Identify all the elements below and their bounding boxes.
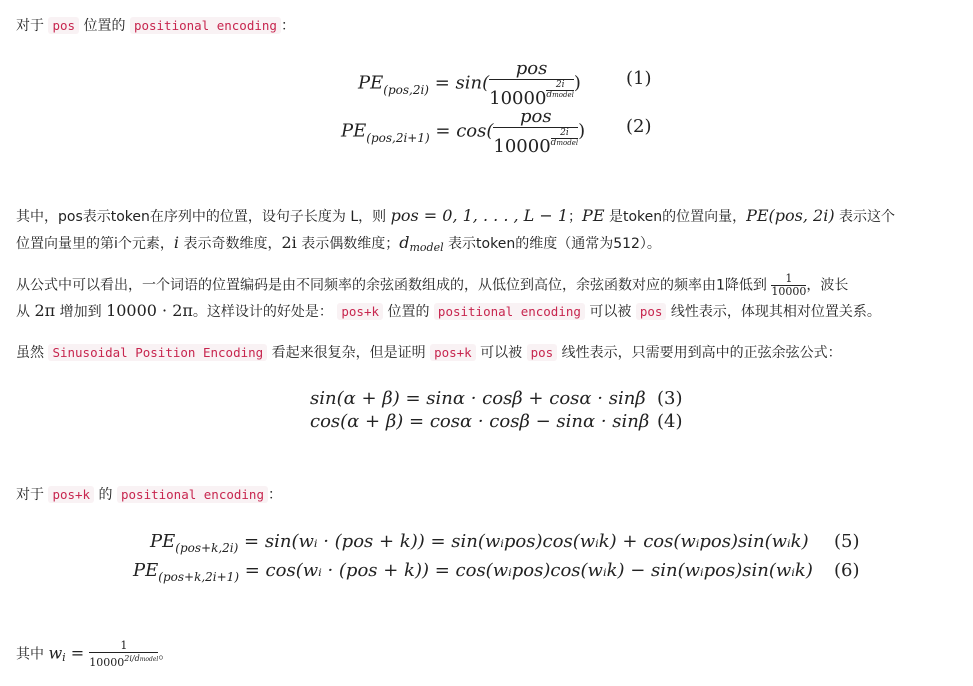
p1-math-pe: PE xyxy=(582,206,605,225)
p5-frac-num: 1 xyxy=(89,640,158,653)
code-positional-encoding-2: positional encoding xyxy=(434,303,585,320)
equation-number-1: (1) xyxy=(626,68,652,89)
paragraph-1-line-2 xyxy=(16,232,973,256)
p4-suffix: ： xyxy=(268,487,282,503)
eq1-exponent xyxy=(546,81,573,100)
p1-text-c: 是token的位置向量， xyxy=(604,209,747,225)
eq1-exp-num: 2i xyxy=(546,81,573,91)
p2-math-10000-2pi: 10000 · 2π xyxy=(106,301,193,320)
paragraph-2-line-1 xyxy=(16,273,973,298)
eq2-rhs: = cos( xyxy=(435,120,494,142)
paragraph-4 xyxy=(16,484,973,506)
p2-line2-e: 可以被 xyxy=(589,304,632,320)
p2-line2-b: 增加到 xyxy=(55,304,107,320)
eq1-numerator: pos xyxy=(489,58,574,80)
p1-math-pe-pos-2i: PE(pos, 2i) xyxy=(746,206,835,225)
equation-5 xyxy=(150,531,809,555)
code-pos-plus-k-3: pos+k xyxy=(48,486,94,503)
eq5-rhs: = sin(wᵢ · (pos + k)) = sin(wᵢpos)cos(wᵢk) + cos(wᵢpos)sin(wᵢk) xyxy=(244,531,809,552)
p2-line2-c: 。这样设计的好处是： xyxy=(192,304,333,320)
p4-mid: 的 xyxy=(98,487,113,503)
code-pos-2: pos xyxy=(636,303,667,320)
code-positional-encoding-3: positional encoding xyxy=(117,486,268,503)
equation-number-4: (4) xyxy=(657,411,683,432)
eq1-den-base: 10000 xyxy=(489,88,547,109)
p1-line2-c: 表示偶数维度； xyxy=(296,236,400,252)
eq1-lhs-sub: (pos,2i) xyxy=(383,82,429,97)
p1-text-a: 其中，pos表示token在序列中的位置，设句子长度为 L，则 xyxy=(16,209,391,225)
eq2-lhs: PE xyxy=(341,120,367,142)
equation-number-6: (6) xyxy=(834,560,860,581)
code-sinusoidal-position-encoding: Sinusoidal Position Encoding xyxy=(48,344,267,361)
eq2-denominator xyxy=(493,128,578,157)
p5-math-w: w xyxy=(48,643,63,663)
p2-text-a: 从公式中可以看出，一个词语的位置编码是由不同频率的余弦函数组成的，从低位到高位，余弦函数对应的频率由1降低到 xyxy=(16,277,767,294)
p1-line2-b: 表示奇数维度， xyxy=(179,236,282,252)
p3-text-c: 可以被 xyxy=(480,345,523,361)
eq5-lhs-sub: (pos+k,2i) xyxy=(175,541,239,555)
equation-2 xyxy=(341,106,585,157)
code-pos-3: pos xyxy=(527,344,558,361)
eq6-lhs-sub: (pos+k,2i+1) xyxy=(158,570,239,584)
p5-math-w-sub: i xyxy=(62,651,66,665)
p3-text-d: 线性表示，只需要用到高中的正弦余弦公式： xyxy=(561,345,842,361)
equation-3: sin(α + β) = sinα · cosβ + cosα · sinβ xyxy=(310,388,646,409)
eq5-lhs: PE xyxy=(150,531,176,552)
p1-text-b: ； xyxy=(568,209,583,225)
p2-fraction xyxy=(771,273,806,298)
eq2-exponent xyxy=(551,129,578,148)
p1-line2-a: 位置向量里的第i个元素， xyxy=(16,236,174,252)
p4-prefix: 对于 xyxy=(16,487,44,503)
eq1-rhs: = sin( xyxy=(434,72,490,94)
p3-text-b: 看起来很复杂，但是证明 xyxy=(271,345,426,361)
eq1-denominator xyxy=(489,80,574,109)
eq2-den-base: 10000 xyxy=(493,136,551,157)
paragraph-5 xyxy=(16,640,973,669)
p1-text-d: 表示这个 xyxy=(834,209,896,225)
code-pos-plus-k-2: pos+k xyxy=(430,344,476,361)
p5-frac-den: 10000 xyxy=(89,655,125,669)
p1-line2-d: 表示token的维度（通常为512）。 xyxy=(443,236,661,252)
p5-text-a: 其中 xyxy=(16,646,49,663)
paragraph-3 xyxy=(16,342,973,364)
eq1-lhs: PE xyxy=(358,72,384,94)
p5-frac-den-sup-sub: model xyxy=(139,656,159,663)
p1-math-2i: 2i xyxy=(281,233,297,252)
eq2-numerator: pos xyxy=(493,106,578,128)
eq1-exp-den: d xyxy=(546,90,553,100)
p2-math-2pi: 2π xyxy=(34,301,56,320)
intro-suffix: ： xyxy=(280,18,295,34)
code-pos-plus-k: pos+k xyxy=(337,303,383,320)
eq1-close: ) xyxy=(573,72,581,94)
p3-text-a: 虽然 xyxy=(16,345,44,361)
paragraph-2-line-2 xyxy=(16,300,973,323)
paragraph-1-line-1 xyxy=(16,205,973,228)
eq2-close: ) xyxy=(578,120,586,142)
p2-frac-num: 1 xyxy=(771,273,806,286)
code-positional-encoding: positional encoding xyxy=(130,17,281,34)
equation-4: cos(α + β) = cosα · cosβ − sinα · sinβ xyxy=(310,411,650,432)
p2-line2-f: 线性表示，体现其相对位置关系。 xyxy=(670,304,881,320)
intro-mid: 位置的 xyxy=(83,18,126,34)
equation-number-2: (2) xyxy=(626,116,652,137)
p2-frac-den: 10000 xyxy=(771,285,807,298)
eq2-exp-den: d xyxy=(550,138,557,148)
eq1-fraction xyxy=(489,58,574,109)
eq2-fraction xyxy=(493,106,578,157)
equation-1 xyxy=(358,58,581,109)
eq1-exp-den-sub: model xyxy=(552,91,574,99)
code-pos: pos xyxy=(48,17,79,34)
intro-prefix: 对于 xyxy=(16,18,44,34)
equation-number-3: (3) xyxy=(657,388,683,409)
p2-text-b: ，波长 xyxy=(806,277,849,294)
p5-math-eq: = xyxy=(65,643,90,663)
p1-math-d-sub: model xyxy=(409,241,444,254)
eq2-exp-num: 2i xyxy=(551,129,578,139)
p1-math-i: i xyxy=(173,233,180,252)
p1-math-pos-range: pos = 0, 1, . . . , L − 1 xyxy=(390,206,569,225)
p5-frac-den-sup: 2i/d xyxy=(124,654,140,663)
eq6-lhs: PE xyxy=(133,560,159,581)
p2-line2-a: 从 xyxy=(16,304,35,320)
equation-6 xyxy=(133,560,813,584)
intro-line xyxy=(16,15,973,37)
p2-line2-d: 位置的 xyxy=(387,304,430,320)
eq2-exp-den-sub: model xyxy=(556,139,579,147)
eq6-rhs: = cos(wᵢ · (pos + k)) = cos(wᵢpos)cos(wᵢk) − sin(wᵢpos)sin(wᵢk) xyxy=(244,560,813,581)
p5-fraction xyxy=(89,640,158,669)
p5-text-b: 。 xyxy=(158,646,173,663)
p1-math-d: d xyxy=(399,233,410,252)
eq2-lhs-sub: (pos,2i+1) xyxy=(366,130,430,145)
equation-number-5: (5) xyxy=(834,531,860,552)
